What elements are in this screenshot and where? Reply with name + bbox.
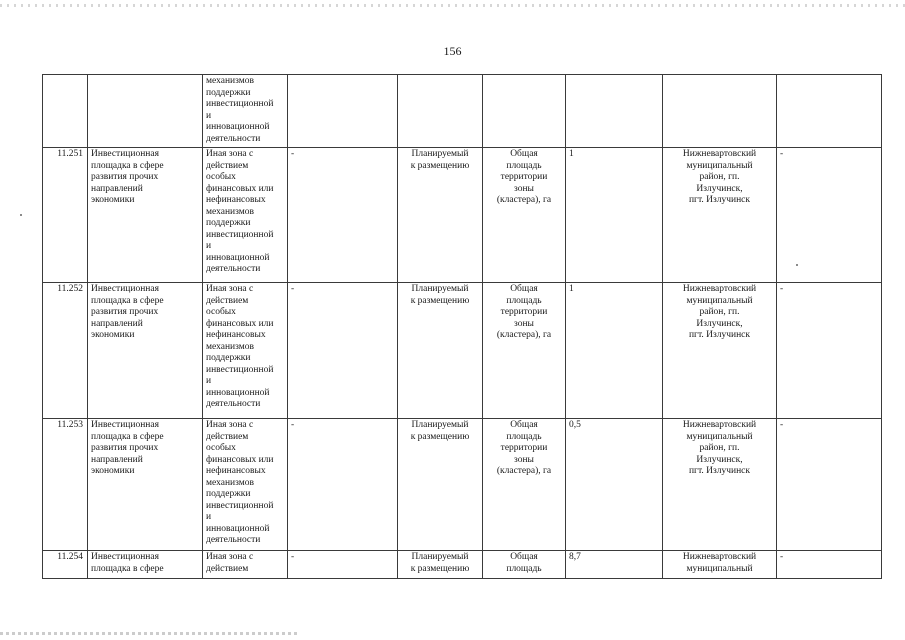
cell-value: 1 <box>566 148 663 283</box>
cell-name: Инвестиционная площадка в сфере <box>88 551 203 579</box>
cell-last: - <box>777 148 882 283</box>
cell-number: 11.254 <box>43 551 88 579</box>
cell-name: Инвестиционная площадка в сфере развития прочих направлений экономики <box>88 419 203 551</box>
cell-type: Иная зона с действием особых финансовых или нефинансовых механизмов поддержки инвестиционной и инновационной деятельности <box>203 283 288 419</box>
page-number: 156 <box>443 44 462 58</box>
cell-status: Планируемый к размещению <box>398 283 483 419</box>
cell-value: 8,7 <box>566 551 663 579</box>
cell-name <box>88 75 203 148</box>
cell-status: Планируемый к размещению <box>398 419 483 551</box>
cell-location <box>663 75 777 148</box>
cell-location: Нижневартовский муниципальный <box>663 551 777 579</box>
cell-status <box>398 75 483 148</box>
table-row <box>43 419 882 551</box>
cell-name: Инвестиционная площадка в сфере развития прочих направлений экономики <box>88 148 203 283</box>
cell-type: Иная зона с действием <box>203 551 288 579</box>
cell-number: 11.253 <box>43 419 88 551</box>
cell-location: Нижневартовский муниципальный район, гп. Излучинск, пгт. Излучинск <box>663 283 777 419</box>
cell-indicator: Общая площадь территории зоны (кластера), га <box>483 283 566 419</box>
cell-type: Иная зона с действием особых финансовых или нефинансовых механизмов поддержки инвестиционной и инновационной деятельности <box>203 148 288 283</box>
cell-value: 0,5 <box>566 419 663 551</box>
scan-noise-top <box>0 4 905 7</box>
table-row-continuation <box>43 75 882 148</box>
table-row <box>43 551 882 579</box>
cell-indicator: Общая площадь территории зоны (кластера), га <box>483 148 566 283</box>
cell-status: Планируемый к размещению <box>398 148 483 283</box>
cell-location: Нижневартовский муниципальный район, гп. Излучинск, пгт. Излучинск <box>663 148 777 283</box>
registry-table <box>42 74 882 579</box>
cell-col4: - <box>288 148 398 283</box>
cell-name: Инвестиционная площадка в сфере развития прочих направлений экономики <box>88 283 203 419</box>
scan-speck <box>796 264 798 266</box>
cell-last: - <box>777 551 882 579</box>
cell-type: Иная зона с действием особых финансовых или нефинансовых механизмов поддержки инвестиционной и инновационной деятельности <box>203 419 288 551</box>
cell-number <box>43 75 88 148</box>
cell-value: 1 <box>566 283 663 419</box>
cell-col4: - <box>288 551 398 579</box>
cell-number: 11.252 <box>43 283 88 419</box>
cell-indicator: Общая площадь территории зоны (кластера), га <box>483 419 566 551</box>
cell-col4 <box>288 75 398 148</box>
cell-indicator <box>483 75 566 148</box>
cell-indicator: Общая площадь <box>483 551 566 579</box>
table-row <box>43 283 882 419</box>
cell-value <box>566 75 663 148</box>
cell-col4: - <box>288 283 398 419</box>
table-row <box>43 148 882 283</box>
cell-number: 11.251 <box>43 148 88 283</box>
cell-type: механизмов поддержки инвестиционной и инновационной деятельности <box>203 75 288 148</box>
cell-last: - <box>777 283 882 419</box>
scan-noise-bottom <box>0 632 300 635</box>
cell-location: Нижневартовский муниципальный район, гп. Излучинск, пгт. Излучинск <box>663 419 777 551</box>
cell-last <box>777 75 882 148</box>
cell-status: Планируемый к размещению <box>398 551 483 579</box>
scan-speck <box>20 214 22 216</box>
cell-col4: - <box>288 419 398 551</box>
cell-last: - <box>777 419 882 551</box>
